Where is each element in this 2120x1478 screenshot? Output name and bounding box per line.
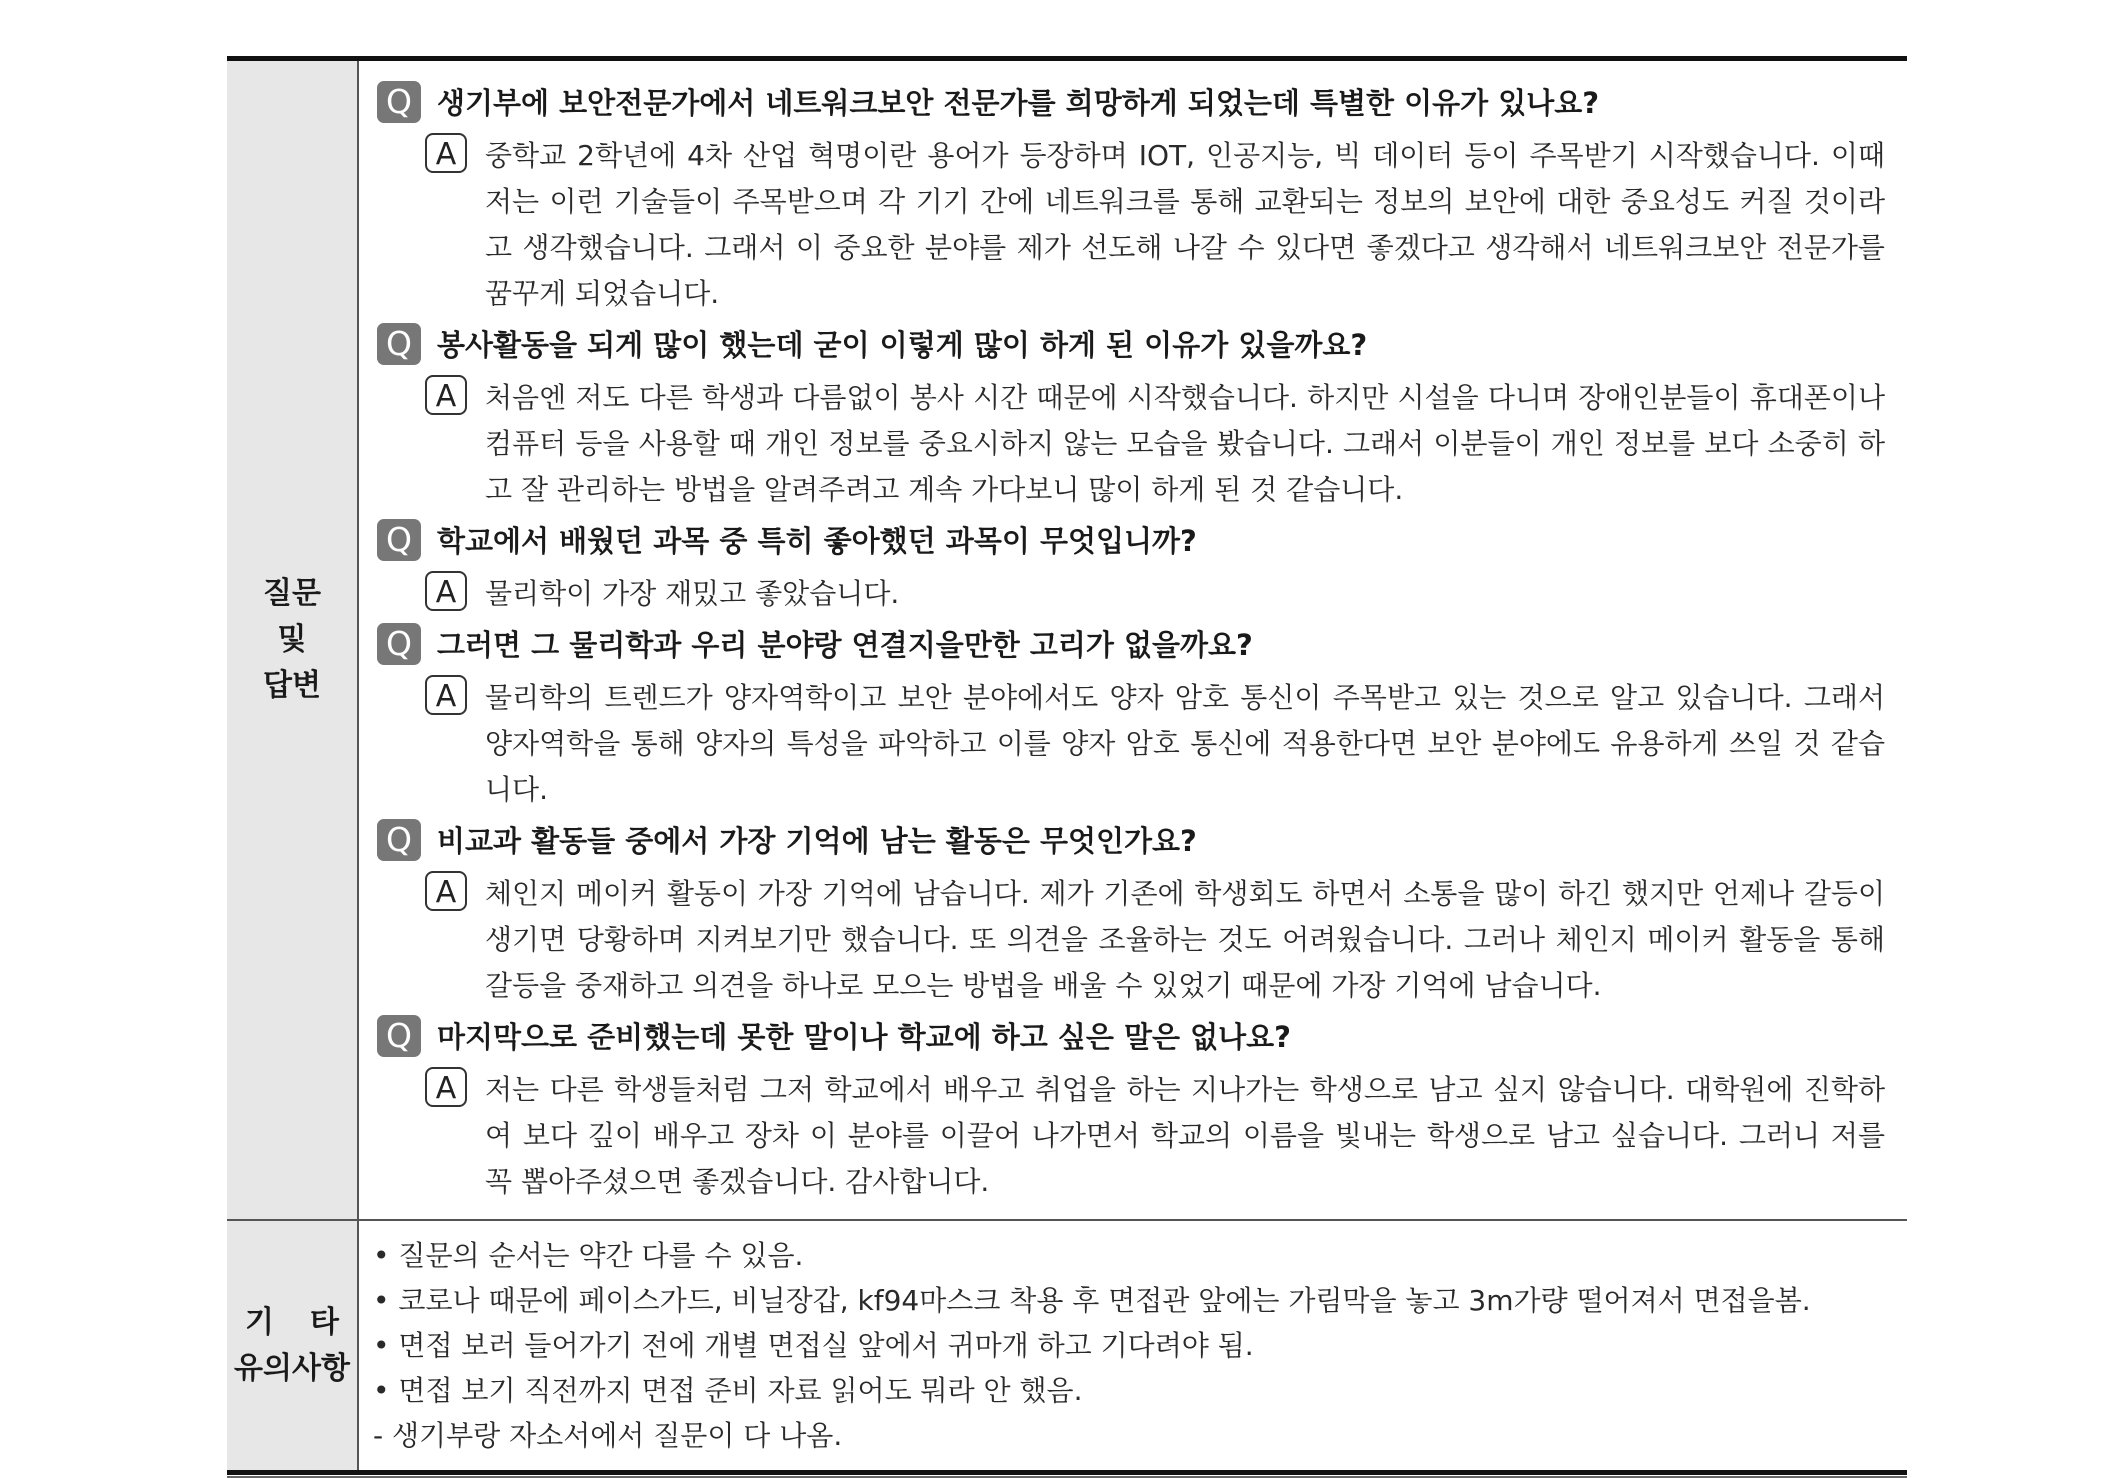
answer [425, 375, 1889, 513]
answer-text: 체인지 메이커 활동이 가장 기억에 남습니다. 제가 기존에 학생회도 하면서 소통을 많이 하긴 했지만 언제나 갈등이 생기면 당황하며 지켜보기만 했습니다. 또 의견을 조율하는 것도 어려웠습니다. 그러나 체인지 메이커 활동을 통해 갈등을 중재하고 의견을 하나로 모으는 방법을 배울 수 있었기 때문에 가장 기억에 남습니다. [485, 877, 1885, 1002]
answer [425, 871, 1889, 1009]
note-item: - 생기부랑 자소서에서 질문이 다 나옴. [373, 1419, 843, 1452]
question-text: 마지막으로 준비했는데 못한 말이나 학교에 하고 싶은 말은 없나요? [437, 1020, 1291, 1054]
a-badge-icon: A [425, 1067, 467, 1107]
answer [425, 133, 1889, 317]
note-item: • 코로나 때문에 페이스가드, 비닐장갑, kf94마스크 착용 후 면접관 앞에는 가림막을 놓고 3m가량 떨어져서 면접을봄. [373, 1284, 1811, 1317]
answer-text: 처음엔 저도 다른 학생과 다름없이 봉사 시간 때문에 시작했습니다. 하지만 시설을 다니며 장애인분들이 휴대폰이나 컴퓨터 등을 사용할 때 개인 정보를 중요시하지 않는 모습을 봤습니다. 그래서 이분들이 개인 정보를 보다 소중히 하고 잘 관리하는 방법을 알려주려고 계속 가다보니 많이 하게 된 것 같습니다. [485, 381, 1885, 506]
question-text: 학교에서 배웠던 과목 중 특히 좋아했던 과목이 무엇입니까? [437, 524, 1197, 558]
question [377, 1015, 1889, 1059]
etc-content [359, 1221, 1907, 1470]
q-badge-icon: Q [377, 819, 421, 861]
answer [425, 675, 1889, 813]
answer-text: 물리학이 가장 재밌고 좋았습니다. [485, 577, 900, 610]
interview-table [227, 56, 1907, 1475]
a-badge-icon: A [425, 571, 467, 611]
qa-content [359, 61, 1907, 1219]
q-badge-icon: Q [377, 323, 421, 365]
qa-item [377, 1015, 1889, 1205]
question-text: 그러면 그 물리학과 우리 분야랑 연결지을만한 고리가 없을까요? [437, 628, 1253, 662]
qa-label-line: 답변 [263, 668, 321, 703]
answer-text: 물리학의 트렌드가 양자역학이고 보안 분야에서도 양자 암호 통신이 주목받고 있는 것으로 알고 있습니다. 그래서 양자역학을 통해 양자의 특성을 파악하고 이를 양자 암호 통신에 적용한다면 보안 분야에도 유용하게 쓰일 것 같습니다. [485, 681, 1886, 806]
a-badge-icon: A [425, 675, 467, 715]
question-text: 봉사활동을 되게 많이 했는데 굳이 이렇게 많이 하게 된 이유가 있을까요? [437, 328, 1368, 362]
question [377, 519, 1889, 563]
etc-label-line: 기타 [245, 1304, 375, 1340]
answer-text: 저는 다른 학생들처럼 그저 학교에서 배우고 취업을 하는 지나가는 학생으로 남고 싶지 않습니다. 대학원에 진학하여 보다 깊이 배우고 장차 이 분야를 이끌어 나가면서 학교의 이름을 빛내는 학생으로 남고 싶습니다. 그러니 저를 꼭 뽑아주셨으면 좋겠습니다. 감사합니다. [485, 1073, 1886, 1198]
answer-text: 중학교 2학년에 4차 산업 혁명이란 용어가 등장하며 IOT, 인공지능, 빅 데이터 등이 주목받기 시작했습니다. 이때 저는 이런 기술들이 주목받으며 각 기기 간에 네트워크를 통해 교환되는 정보의 보안에 대한 중요성도 커질 것이라고 생각했습니다. 그래서 이 중요한 분야를 제가 선도해 나갈 수 있다면 좋겠다고 생각해서 네트워크보안 전문가를 꿈꾸게 되었습니다. [485, 139, 1885, 310]
qa-row [227, 61, 1907, 1219]
question [377, 323, 1889, 367]
etc-row [227, 1219, 1907, 1470]
qa-item [377, 623, 1889, 813]
q-badge-icon: Q [377, 519, 421, 561]
etc-label-cell [227, 1221, 375, 1470]
etc-label-line: 유의사항 [234, 1350, 350, 1386]
qa-label-line: 질문 [263, 576, 321, 611]
question [377, 81, 1889, 125]
a-badge-icon: A [425, 871, 467, 911]
a-badge-icon: A [425, 375, 467, 415]
qa-label-line: 및 [277, 622, 307, 657]
note-item: • 면접 보러 들어가기 전에 개별 면접실 앞에서 귀마개 하고 기다려야 됨. [373, 1329, 1254, 1362]
answer [425, 571, 1889, 617]
question-text: 비교과 활동들 중에서 가장 기억에 남는 활동은 무엇인가요? [437, 824, 1197, 858]
a-badge-icon: A [425, 133, 467, 173]
qa-item [377, 323, 1889, 513]
question [377, 819, 1889, 863]
qa-item [377, 519, 1889, 617]
q-badge-icon: Q [377, 1015, 421, 1057]
answer [425, 1067, 1889, 1205]
q-badge-icon: Q [377, 81, 421, 123]
qa-label-cell [227, 61, 359, 1219]
qa-item [377, 81, 1889, 317]
note-item: • 면접 보기 직전까지 면접 준비 자료 읽어도 뭐라 안 했음. [373, 1374, 1083, 1407]
question [377, 623, 1889, 667]
qa-item [377, 819, 1889, 1009]
question-text: 생기부에 보안전문가에서 네트워크보안 전문가를 희망하게 되었는데 특별한 이유가 있나요? [437, 86, 1600, 120]
q-badge-icon: Q [377, 623, 421, 665]
note-item: • 질문의 순서는 약간 다를 수 있음. [373, 1239, 804, 1272]
